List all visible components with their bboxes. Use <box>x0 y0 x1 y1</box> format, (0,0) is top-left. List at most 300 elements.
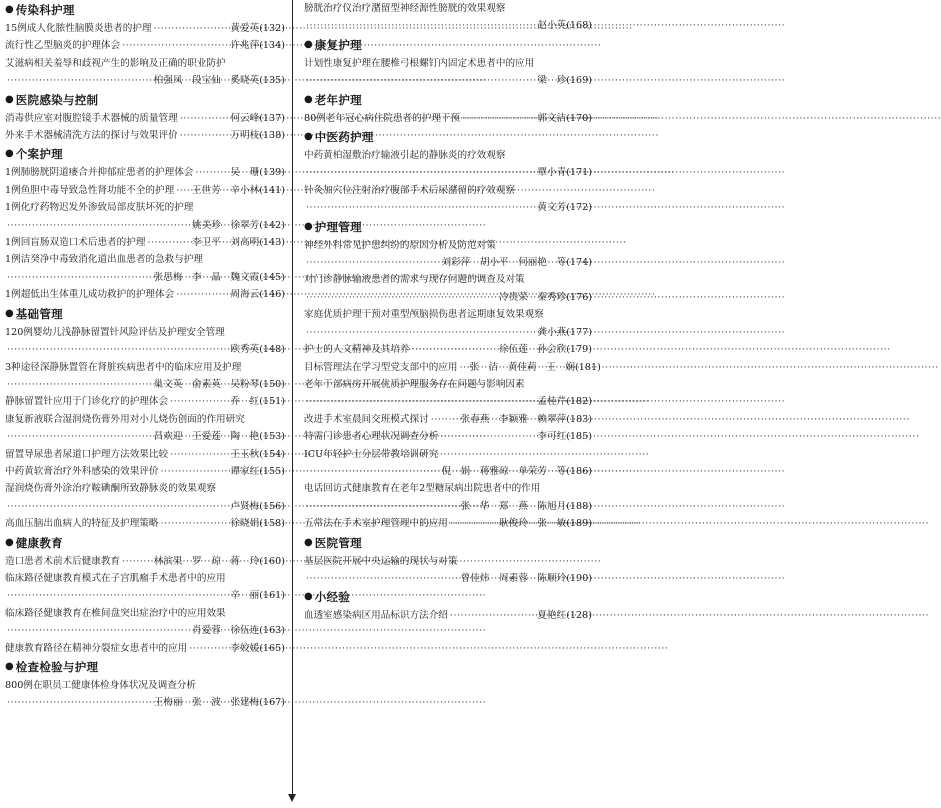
column-divider <box>292 0 293 796</box>
toc-entry-title: 神经外科常见护患纠纷的原因分析及防范对策 <box>304 239 496 251</box>
section-heading <box>304 533 592 553</box>
toc-entry-title-line <box>5 570 285 587</box>
toc-entry-page: (181) <box>575 361 601 373</box>
toc-entry <box>5 234 285 251</box>
toc-entry-title: 特需门诊患者心理状况调查分析 <box>304 431 439 443</box>
toc-entry-authors: 王梅丽 张 波 张建梅 <box>153 697 260 709</box>
leader-dots <box>431 411 459 428</box>
toc-entry-author-line <box>5 428 285 445</box>
section-heading <box>304 35 592 55</box>
toc-entry-page: (188) <box>566 500 592 512</box>
toc-left-column <box>5 0 285 712</box>
toc-entry <box>5 110 285 127</box>
leader-dots <box>170 393 228 410</box>
leader-dots <box>7 498 228 515</box>
toc-entry-line <box>304 359 601 376</box>
section-heading <box>5 0 285 20</box>
leader-dots <box>7 622 190 639</box>
toc-entry-line <box>5 182 285 199</box>
toc-entry-author-line <box>304 570 592 587</box>
leader-dots <box>7 269 152 286</box>
leader-dots <box>122 37 228 54</box>
leader-dots <box>450 607 536 624</box>
toc-entry-authors: 吴 珊 <box>230 167 260 179</box>
toc-entry-line <box>5 640 285 657</box>
leader-dots <box>7 376 152 393</box>
toc-entry <box>304 480 592 515</box>
section-title: 检查检验与护理 <box>15 660 99 674</box>
toc-entry <box>304 306 592 341</box>
toc-entry-page: (165) <box>259 642 285 654</box>
toc-entry-page: (161) <box>259 590 285 602</box>
leader-dots <box>306 463 439 480</box>
toc-entry-line <box>5 20 285 37</box>
toc-entry-authors: 卢贤梅 <box>230 500 260 512</box>
toc-entry-title: 健康教育路径在精神分裂症女患者中的应用 <box>5 642 188 654</box>
toc-entry-title-line <box>5 55 285 72</box>
section-bullet-icon: ● <box>304 591 313 603</box>
toc-entry-authors: 乔 红 <box>230 396 260 408</box>
toc-entry-title-line <box>304 147 592 164</box>
toc-entry <box>5 286 285 303</box>
toc-entry-page: (168) <box>566 20 592 32</box>
toc-entry-authors: 刘彩萍 胡小平 何丽艳 等 <box>441 257 567 269</box>
section-bullet-icon: ● <box>5 661 14 672</box>
toc-entry-authors: 张思梅 李 晶 魏文霞 <box>153 271 260 283</box>
toc-entry-title: 家庭优质护理干预对重型颅脑损伤患者远期康复效果观察 <box>304 309 544 321</box>
toc-entry <box>304 553 592 588</box>
toc-entry-page: (185) <box>566 431 592 443</box>
leader-dots <box>7 428 152 445</box>
toc-entry-page: (139) <box>259 167 285 179</box>
leader-dots <box>176 286 228 303</box>
toc-entry-page: (183) <box>566 413 592 425</box>
toc-entry <box>5 37 285 54</box>
toc-entry-authors: 王玉秋 <box>230 448 260 460</box>
leader-dots <box>306 393 535 410</box>
toc-entry <box>304 147 592 182</box>
toc-entry-line <box>5 37 285 54</box>
section-bullet-icon: ● <box>5 148 14 160</box>
toc-entry-page: (145) <box>259 271 285 283</box>
toc-entry-authors: 覃小青 <box>537 167 567 179</box>
toc-entry-author-line <box>304 463 592 480</box>
toc-entry-title-line <box>304 55 592 72</box>
toc-entry-authors: 肖爱蓉 徐伍连 <box>192 625 260 637</box>
toc-entry-page: (174) <box>566 257 592 269</box>
section-heading <box>304 90 592 110</box>
toc-entry-authors: 许兆萍 <box>230 40 260 52</box>
toc-entry-title: 3种途径深静脉置管在肾脏疾病患者中的临床应用及护理 <box>5 361 242 373</box>
toc-entry-title-line <box>304 446 592 463</box>
toc-entry-page: (171) <box>566 167 592 179</box>
toc-entry-title: 1例洁癸净中毒致消化道出血患者的急救与护理 <box>5 254 203 266</box>
leader-dots <box>306 324 535 341</box>
toc-entry-authors: 赵小英 <box>537 20 567 32</box>
toc-entry-page: (186) <box>566 465 592 477</box>
toc-entry-page: (179) <box>566 344 592 356</box>
toc-entry-title: 造口患者术前术后健康教育 <box>5 555 121 567</box>
toc-entry-title: 临床路径健康教育模式在子宫肌瘤手术患者中的应用 <box>5 572 226 584</box>
toc-entry <box>5 324 285 359</box>
toc-entry <box>304 271 592 306</box>
toc-entry-page: (155) <box>259 465 285 477</box>
toc-entry-line <box>5 164 285 181</box>
toc-entry <box>304 110 592 127</box>
toc-entry-author-line <box>304 254 592 271</box>
toc-entry <box>5 393 285 410</box>
toc-entry-page: (153) <box>259 431 285 443</box>
toc-entry-authors: 孟桂芹 <box>537 396 567 408</box>
toc-entry-continued <box>304 0 592 35</box>
toc-entry-authors: 李姣媛 <box>230 642 260 654</box>
toc-entry-page: (169) <box>566 75 592 87</box>
toc-entry-title: 基层医院开展中央运输的现状与对策 <box>304 555 458 567</box>
toc-entry <box>304 428 592 445</box>
toc-entry-title: 留置导尿患者尿道口护理方法效果比较 <box>5 448 169 460</box>
toc-entry-title: 1例鱼胆中毒导致急性肾功能不全的护理 <box>5 184 175 196</box>
toc-entry-page: (146) <box>259 289 285 301</box>
toc-entry-page: (190) <box>566 572 592 584</box>
section-heading <box>5 144 285 164</box>
toc-entry-line <box>304 341 592 358</box>
toc-entry-authors: 张春燕 李颖雅 赖翠萍 <box>460 413 567 425</box>
section-heading <box>304 587 592 607</box>
leader-dots <box>189 640 228 657</box>
toc-entry-page: (172) <box>566 202 592 214</box>
toc-entry-title: 护士的人文精神及其培养 <box>304 344 410 356</box>
toc-entry-title: 80例老年冠心病住院患者的护理干预 <box>304 112 461 124</box>
section-bullet-icon: ● <box>5 536 14 548</box>
toc-entry-line <box>5 286 285 303</box>
toc-entry <box>304 607 592 624</box>
toc-entry <box>304 237 592 272</box>
toc-entry-title: 静脉留置针应用于门诊化疗的护理体会 <box>5 396 169 408</box>
toc-entry-page: (182) <box>566 396 592 408</box>
leader-dots <box>462 110 535 127</box>
section-title: 传染科护理 <box>15 3 75 17</box>
toc-entry-page: (154) <box>259 448 285 460</box>
toc-entry-title: 外来手术器械清洗方法的探讨与效果评价 <box>5 130 178 142</box>
leader-dots <box>154 20 229 37</box>
toc-entry-authors: 巢文英 俞素英 吴粉琴 <box>153 378 260 390</box>
toc-entry-title: 湿润烧伤膏外涂治疗鞍碘酮所致静脉炎的效果观察 <box>5 483 217 495</box>
toc-entry-page: (167) <box>259 697 285 709</box>
toc-entry-authors: 徐伍莲 孙会欣 <box>499 344 567 356</box>
toc-entry-line <box>304 411 592 428</box>
toc-entry-title: 膀胱治疗仪治疗潴留型神经源性膀胱的效果观察 <box>304 3 506 14</box>
toc-entry <box>304 411 592 428</box>
toc-entry <box>5 463 285 480</box>
toc-entry-authors: 耿俊玲 张 敏 <box>499 518 567 530</box>
toc-entry <box>304 359 601 376</box>
section-title: 个案护理 <box>15 147 63 162</box>
section-heading <box>304 127 592 147</box>
toc-entry-title-line <box>304 271 592 288</box>
toc-entry <box>5 446 285 463</box>
section-heading <box>5 533 285 553</box>
toc-entry-line <box>304 110 592 127</box>
toc-entry-author-line <box>304 324 592 341</box>
toc-entry-page: (143) <box>259 237 285 249</box>
leader-dots <box>306 289 497 306</box>
toc-entry-authors: 张 洁 黄佳莉 王 娴 <box>469 361 576 373</box>
leader-dots <box>306 498 459 515</box>
section-bullet-icon: ● <box>5 93 14 105</box>
toc-entry-title-line <box>304 237 592 254</box>
toc-entry-line <box>5 553 285 570</box>
toc-entry-authors: 辛 丽 <box>230 590 260 602</box>
toc-entry <box>5 251 285 286</box>
section-bullet-icon: ● <box>304 536 313 548</box>
toc-entry-page: (135) <box>259 75 285 87</box>
toc-entry-title-line <box>5 359 285 376</box>
toc-entry-title-line <box>5 199 285 216</box>
leader-dots <box>122 553 152 570</box>
toc-entry-author-line <box>5 269 285 286</box>
toc-entry-title: 电话回访式健康教育在老年2型糖尿病出院患者中的作用 <box>304 483 541 495</box>
toc-entry-author-line <box>5 622 285 639</box>
toc-entry-title: 中药黄软膏治疗外科感染的效果评价 <box>5 465 159 477</box>
toc-entry <box>5 164 285 181</box>
leader-dots <box>450 515 497 532</box>
leader-dots <box>306 164 535 181</box>
section-title: 中医药护理 <box>314 130 374 145</box>
leader-dots <box>7 72 152 89</box>
toc-entry-title: 流行性乙型脑炎的护理体会 <box>5 40 121 52</box>
toc-entry-authors: 林滨果 罗 琼 蒋 玲 <box>153 555 260 567</box>
toc-entry <box>5 480 285 515</box>
toc-entry-title: 1例超低出生体重儿成功救护的护理体会 <box>5 289 175 301</box>
toc-entry-page: (170) <box>566 112 592 124</box>
toc-entry <box>304 515 592 532</box>
toc-entry-title-line <box>304 0 592 17</box>
toc-entry-authors: 张 华 郑 燕 陈旭月 <box>460 500 567 512</box>
toc-entry <box>5 570 285 605</box>
toc-entry <box>5 411 285 446</box>
toc-entry-authors: 欧秀英 <box>230 344 260 356</box>
toc-entry <box>5 20 285 37</box>
toc-entry-page: (141) <box>259 184 285 196</box>
section-title: 医院感染与控制 <box>15 92 99 107</box>
toc-entry-authors: 梁 珍 <box>537 75 567 87</box>
toc-entry-title: 计划性康复护理在腰椎弓根螺钉内固定术患者中的应用 <box>304 57 535 69</box>
toc-entry-authors: 黄文芳 <box>537 202 567 214</box>
toc-entry-title-line <box>304 480 592 497</box>
toc-entry-page: (158) <box>259 518 285 530</box>
toc-entry-authors: 夏艳红 <box>537 610 567 622</box>
toc-entry-title: 中药黄柏湿敷治疗输液引起的静脉炎的疗效观察 <box>304 150 506 162</box>
toc-entry-page: (138) <box>259 130 285 142</box>
leader-dots <box>170 446 228 463</box>
toc-entry-title: 临床路径健康教育在椎间盘突出症治疗中的应用效果 <box>5 607 226 619</box>
toc-entry-title: 对门诊静脉输液患者的需求与现存问题的调查及对策 <box>304 274 525 286</box>
toc-entry-authors: 姚美珍 徐翠芳 <box>192 219 260 231</box>
toc-entry-title: 1例化疗药物迟发外渗致局部皮肤坏死的护理 <box>5 202 194 214</box>
toc-entry-authors: 谭家红 <box>230 465 260 477</box>
toc-entry-title-line <box>5 480 285 497</box>
toc-entry-title-line <box>304 553 592 570</box>
section-title: 基础管理 <box>15 306 63 321</box>
toc-entry-title: ICU年轻护士分层带教培训研究 <box>304 448 439 460</box>
toc-entry-line <box>5 110 285 127</box>
toc-entry-author-line <box>5 376 285 393</box>
section-heading <box>5 304 285 324</box>
toc-entry-title: 血透室感染病区用品标识方法介绍 <box>304 610 448 622</box>
toc-entry <box>304 376 592 411</box>
toc-entry-authors: 曾佳炜 周素蓉 陈顺玲 <box>460 572 567 584</box>
toc-entry-author-line <box>5 217 285 234</box>
toc-entry-authors: 黄爱英 <box>230 23 260 34</box>
leader-dots <box>7 341 228 358</box>
section-title: 护理管理 <box>314 219 362 234</box>
toc-entry <box>5 182 285 199</box>
section-bullet-icon: ● <box>5 307 14 319</box>
leader-dots <box>180 110 229 127</box>
toc-entry-page: (148) <box>259 344 285 356</box>
toc-entry-line <box>5 515 285 532</box>
toc-entry-title: 800例在职员工健康体检身体状况及调查分析 <box>5 680 196 691</box>
toc-entry-title: 120例婴幼儿浅静脉留置针风险评估及护理安全管理 <box>5 326 225 338</box>
toc-entry-authors: 龚小燕 <box>537 326 567 338</box>
toc-entry-title-line <box>304 306 592 323</box>
toc-entry-title: 针灸加穴位注射治疗腹部手术后尿潴留的疗效观察 <box>304 184 516 196</box>
leader-dots <box>460 359 468 376</box>
toc-entry-page: (132) <box>259 23 285 34</box>
toc-entry-line <box>304 428 592 445</box>
section-title: 医院管理 <box>314 535 362 550</box>
leader-dots <box>440 428 535 445</box>
toc-entry <box>5 515 285 532</box>
toc-entry-line <box>304 515 592 532</box>
toc-entry-author-line <box>5 498 285 515</box>
toc-entry-title: 康复新液联合湿润烧伤膏外用对小儿烧伤创面的作用研究 <box>5 413 245 425</box>
section-heading <box>5 90 285 110</box>
section-bullet-icon: ● <box>304 220 313 232</box>
toc-entry <box>5 359 285 394</box>
toc-entry-authors: 昌欢迎 王爱莲 陶 艳 <box>153 431 260 443</box>
toc-entry-authors: 郭文洁 <box>537 112 567 124</box>
toc-entry-title-line <box>5 605 285 622</box>
leader-dots <box>161 463 229 480</box>
toc-entry-author-line <box>5 694 285 711</box>
toc-entry <box>304 446 592 481</box>
toc-entry-author-line <box>304 289 592 306</box>
section-bullet-icon: ● <box>304 93 313 105</box>
toc-entry-author-line <box>5 587 285 604</box>
section-title: 小经验 <box>314 590 351 605</box>
toc-entry-authors: 徐晓娟 <box>230 518 260 530</box>
section-title: 老年护理 <box>314 92 362 107</box>
toc-entry-author-line <box>304 72 592 89</box>
toc-entry-title-line <box>304 376 592 393</box>
toc-entry-title: 消毒供应室对腹腔镜手术器械的质量管理 <box>5 112 178 124</box>
leader-dots <box>147 234 190 251</box>
toc-entry <box>5 199 285 234</box>
leader-dots <box>306 17 535 34</box>
leader-dots <box>195 164 228 181</box>
leader-dots <box>180 127 229 144</box>
divider-arrow-icon <box>288 794 296 802</box>
toc-entry-authors: 李可红 <box>537 431 567 443</box>
leader-dots <box>306 570 459 587</box>
toc-entry <box>304 341 592 358</box>
toc-entry-title: 高血压脑出血病人的特征及护理策略 <box>5 518 159 530</box>
section-bullet-icon: ● <box>5 4 14 15</box>
section-title: 康复护理 <box>314 37 362 52</box>
toc-entry-title: 1例肺膀胱阴道瘘合并抑郁症患者的护理体会 <box>5 167 194 179</box>
toc-entry-page: (142) <box>259 219 285 231</box>
toc-entry-line <box>5 446 285 463</box>
toc-entry-authors: 何云峰 <box>230 112 260 124</box>
toc-entry-authors: 柏强凤 段宝仙 奚晓英 <box>153 75 260 87</box>
toc-entry-title: 老年干部病房开展优质护理服务存在问题与影响因素 <box>304 378 525 390</box>
toc-entry-title: 1例回盲肠双造口术后患者的护理 <box>5 237 146 249</box>
toc-entry-page: (189) <box>566 518 592 530</box>
toc-entry-authors: 王世芳 辛小林 <box>192 184 260 196</box>
leader-dots <box>7 694 152 711</box>
toc-entry-page: (160) <box>259 555 285 567</box>
toc-entry-page: (134) <box>259 40 285 52</box>
toc-entry-page: (176) <box>566 291 592 303</box>
toc-entry-authors: 李卫平 刘高明 <box>192 237 260 249</box>
section-heading <box>5 657 285 677</box>
toc-entry-page: (137) <box>259 112 285 124</box>
leader-dots <box>306 199 535 216</box>
toc-entry-author-line <box>304 199 592 216</box>
toc-entry-author-line <box>304 498 592 515</box>
toc-entry-author-line <box>5 72 285 89</box>
toc-entry-title-line <box>5 677 285 694</box>
section-title: 健康教育 <box>15 535 63 550</box>
leader-dots <box>412 341 498 358</box>
toc-entry-authors: 倪 娟 蒋雅琼 单荣芳 等 <box>441 465 567 477</box>
toc-entry-line <box>5 393 285 410</box>
leader-dots <box>7 587 228 604</box>
toc-entry-title-line <box>5 411 285 428</box>
toc-entry-line <box>5 463 285 480</box>
toc-entry-line <box>5 127 285 144</box>
toc-entry-line <box>304 607 592 624</box>
toc-entry-author-line <box>304 164 592 181</box>
toc-entry-title-line <box>5 251 285 268</box>
toc-entry-authors: 冷贵荣 秦秀珍 <box>499 291 567 303</box>
toc-entry-author-line <box>5 341 285 358</box>
toc-entry-author-line <box>304 393 592 410</box>
toc-entry-title: 15例成人化脓性脑膜炎患者的护理 <box>5 23 152 34</box>
toc-right-column <box>304 0 601 625</box>
toc-entry-authors: 周海云 <box>230 289 260 301</box>
toc-entry <box>5 553 285 570</box>
toc-entry-title: 改进手术室晨间交班模式探讨 <box>304 413 429 425</box>
toc-entry-page: (156) <box>259 500 285 512</box>
toc-entry <box>304 55 592 90</box>
toc-entry-title-line <box>304 182 592 199</box>
toc-entry-page: (163) <box>259 625 285 637</box>
leader-dots <box>176 182 190 199</box>
toc-entry <box>5 677 285 712</box>
leader-dots <box>7 217 190 234</box>
leader-dots <box>161 515 229 532</box>
toc-entry <box>5 640 285 657</box>
toc-entry <box>5 127 285 144</box>
toc-entry <box>5 55 285 90</box>
toc-entry-page: (177) <box>566 326 592 338</box>
leader-dots <box>306 72 535 89</box>
toc-entry-page: (151) <box>259 396 285 408</box>
section-bullet-icon: ● <box>304 38 313 50</box>
toc-entry-title-line <box>5 324 285 341</box>
